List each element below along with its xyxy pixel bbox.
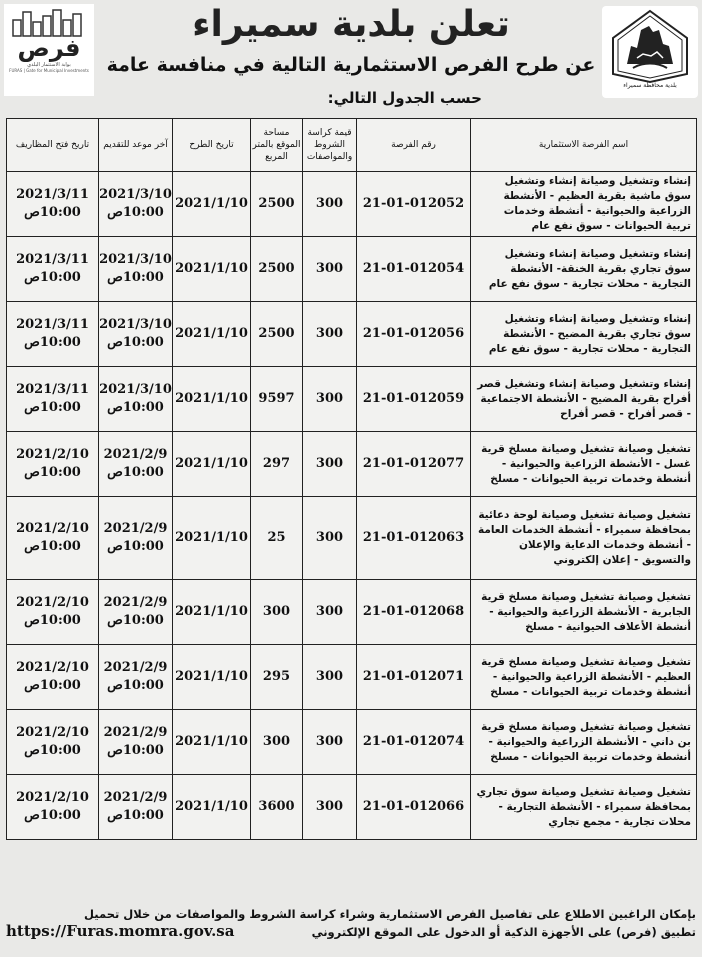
table-row: [7, 775, 697, 840]
booklet-fee: 300: [303, 237, 357, 302]
table-row: [7, 710, 697, 775]
opening-time: 10:00ص: [24, 743, 81, 758]
site-area: 2500: [251, 237, 303, 302]
opportunity-name: تشغيل وصيانة تشغيل وصيانة مسلخ قرية غسل - الأنشطة الزراعية والحيوانية - أنشطة وخدمات تربية الحيوانات - مسلخ: [471, 432, 697, 497]
col-header-name: اسم الفرصة الاستثمارية: [471, 119, 697, 172]
deadline-time: 10:00ص: [107, 613, 164, 628]
deadline-cell: [99, 237, 173, 302]
opening-date: 2021/2/10: [16, 790, 89, 805]
table-row: [7, 172, 697, 237]
opportunity-name: إنشاء وتشغيل وصيانة إنشاء وتشغيل سوق ماشية بقرية العظيم - الأنشطة الزراعية والحيوانية - أنشطة وخدمات تربية الحيوانات - سوق نفع عام: [471, 172, 697, 237]
footer-line-1: بإمكان الراغبين الاطلاع على تفاصيل الفرص الاستثمارية وشراء كراسة الشروط والمواصفات من خلال تحميل: [84, 907, 696, 921]
opportunity-name: تشغيل وصيانة تشغيل وصيانة مسلخ قرية الجابرية - الأنشطة الزراعية والحيوانية - أنشطة الأعلاف الحيوانية - مسلخ: [471, 580, 697, 645]
deadline-cell: [99, 172, 173, 237]
furas-website-link[interactable]: https://Furas.momra.gov.sa: [6, 922, 235, 940]
site-area: 300: [251, 710, 303, 775]
booklet-fee: 300: [303, 775, 357, 840]
opportunity-number: 21-01-012068: [357, 580, 471, 645]
deadline-cell: [99, 775, 173, 840]
opportunity-number: 21-01-012063: [357, 497, 471, 580]
deadline-date: 2021/3/10: [99, 252, 172, 267]
offer-date: 2021/1/10: [173, 172, 251, 237]
site-area: 3600: [251, 775, 303, 840]
table-header-row: [7, 119, 697, 172]
opening-date: 2021/2/10: [16, 447, 89, 462]
opening-time: 10:00ص: [24, 539, 81, 554]
deadline-cell: [99, 497, 173, 580]
deadline-date: 2021/3/10: [99, 382, 172, 397]
site-area: 297: [251, 432, 303, 497]
col-header-opening: تاريخ فتح المظاريف: [7, 119, 99, 172]
opening-date: 2021/2/10: [16, 660, 89, 675]
deadline-cell: [99, 302, 173, 367]
municipality-logo-text: بلدية محافظة سميراء: [623, 82, 677, 89]
offer-date: 2021/1/10: [173, 580, 251, 645]
opening-cell: [7, 302, 99, 367]
opportunity-number: 21-01-012052: [357, 172, 471, 237]
opportunity-name: تشغيل وصيانة تشغيل وصيانة لوحة دعائية بمحافظة سميراء - أنشطة الخدمات العامة - أنشطة وخدمات الدعاية والإعلان والتسويق - إعلان إلكتروني: [471, 497, 697, 580]
opportunity-number: 21-01-012059: [357, 367, 471, 432]
offer-date: 2021/1/10: [173, 302, 251, 367]
opening-time: 10:00ص: [24, 678, 81, 693]
deadline-cell: [99, 645, 173, 710]
col-header-offer-date: تاريخ الطرح: [173, 119, 251, 172]
footer-line-2-wrap: [6, 923, 696, 941]
opening-cell: [7, 775, 99, 840]
deadline-date: 2021/2/9: [103, 660, 168, 675]
offer-date: 2021/1/10: [173, 367, 251, 432]
opening-time: 10:00ص: [24, 205, 81, 220]
opening-cell: [7, 645, 99, 710]
footer-line-2: تطبيق (فرص) على الأجهزة الذكية أو الدخول على الموقع الإلكتروني: [311, 925, 696, 939]
deadline-date: 2021/2/9: [103, 790, 168, 805]
furas-brand-subtitle: بوابة الاستثمار البلدي: [27, 62, 71, 68]
deadline-date: 2021/2/9: [103, 595, 168, 610]
opening-date: 2021/2/10: [16, 521, 89, 536]
opportunity-number: 21-01-012071: [357, 645, 471, 710]
booklet-fee: 300: [303, 645, 357, 710]
page-title: تعلن بلدية سميراء: [192, 4, 510, 45]
offer-date: 2021/1/10: [173, 775, 251, 840]
booklet-fee: 300: [303, 367, 357, 432]
opening-cell: [7, 367, 99, 432]
site-area: 295: [251, 645, 303, 710]
site-area: 300: [251, 580, 303, 645]
table-row: [7, 497, 697, 580]
deadline-time: 10:00ص: [107, 743, 164, 758]
opening-cell: [7, 710, 99, 775]
deadline-time: 10:00ص: [107, 335, 164, 350]
opening-date: 2021/3/11: [16, 382, 89, 397]
table-row: [7, 432, 697, 497]
opening-cell: [7, 237, 99, 302]
header: [0, 0, 702, 120]
opportunity-name: إنشاء وتشغيل وصيانة إنشاء وتشغيل قصر أفراح بقرية المضيح - الأنشطة الاجتماعية - قصر أفراح - قصر أفراح: [471, 367, 697, 432]
opening-cell: [7, 497, 99, 580]
municipality-logo: [602, 6, 698, 98]
booklet-fee: 300: [303, 172, 357, 237]
offer-date: 2021/1/10: [173, 710, 251, 775]
table-row: [7, 237, 697, 302]
offer-date: 2021/1/10: [173, 237, 251, 302]
offer-date: 2021/1/10: [173, 497, 251, 580]
opportunity-number: 21-01-012054: [357, 237, 471, 302]
deadline-time: 10:00ص: [107, 808, 164, 823]
site-area: 25: [251, 497, 303, 580]
furas-brand-english: FURAS | Gate for Municipal Investments: [9, 68, 89, 73]
furas-logo: [4, 4, 94, 96]
opportunity-number: 21-01-012066: [357, 775, 471, 840]
table-row: [7, 645, 697, 710]
deadline-time: 10:00ص: [107, 400, 164, 415]
col-header-area: مساحة الموقع بالمتر المربع: [251, 119, 303, 172]
deadline-cell: [99, 367, 173, 432]
opportunity-name: تشغيل وصيانة تشغيل وصيانة سوق تجاري بمحافظة سميراء - الأنشطة التجارية - محلات تجارية - مجمع تجاري: [471, 775, 697, 840]
col-header-fee: قيمة كراسة الشروط والمواصفات: [303, 119, 357, 172]
opening-time: 10:00ص: [24, 465, 81, 480]
opening-date: 2021/3/11: [16, 187, 89, 202]
opportunity-name: تشغيل وصيانة تشغيل وصيانة مسلخ قرية العظيم - الأنشطة الزراعية والحيوانية - أنشطة وخدمات تربية الحيوانات - مسلخ: [471, 645, 697, 710]
deadline-date: 2021/3/10: [99, 317, 172, 332]
furas-brand: فرص: [17, 34, 81, 62]
offer-date: 2021/1/10: [173, 645, 251, 710]
opportunity-number: 21-01-012074: [357, 710, 471, 775]
opening-time: 10:00ص: [24, 400, 81, 415]
booklet-fee: 300: [303, 710, 357, 775]
schedule-label: حسب الجدول التالي:: [327, 89, 482, 107]
site-area: 9597: [251, 367, 303, 432]
deadline-date: 2021/3/10: [99, 187, 172, 202]
opening-time: 10:00ص: [24, 335, 81, 350]
table-row: [7, 580, 697, 645]
opening-date: 2021/2/10: [16, 725, 89, 740]
opening-cell: [7, 172, 99, 237]
offer-date: 2021/1/10: [173, 432, 251, 497]
booklet-fee: 300: [303, 302, 357, 367]
opening-time: 10:00ص: [24, 613, 81, 628]
deadline-date: 2021/2/9: [103, 521, 168, 536]
opening-time: 10:00ص: [24, 270, 81, 285]
page-subtitle: عن طرح الفرص الاستثمارية التالية في منافسة عامة: [106, 54, 596, 76]
deadline-date: 2021/2/9: [103, 447, 168, 462]
opening-cell: [7, 432, 99, 497]
deadline-time: 10:00ص: [107, 678, 164, 693]
opening-date: 2021/3/11: [16, 317, 89, 332]
deadline-cell: [99, 432, 173, 497]
booklet-fee: 300: [303, 497, 357, 580]
site-area: 2500: [251, 172, 303, 237]
table-row: [7, 367, 697, 432]
deadline-time: 10:00ص: [107, 205, 164, 220]
col-header-deadline: آخر موعد للتقديم: [99, 119, 173, 172]
table-row: [7, 302, 697, 367]
deadline-date: 2021/2/9: [103, 725, 168, 740]
opening-time: 10:00ص: [24, 808, 81, 823]
booklet-fee: 300: [303, 432, 357, 497]
opportunities-table: [6, 118, 697, 840]
footer: [6, 906, 696, 941]
opportunity-number: 21-01-012077: [357, 432, 471, 497]
opportunity-name: إنشاء وتشغيل وصيانة إنشاء وتشغيل سوق تجاري بقرية الخنقة- الأنشطة التجارية - محلات تجارية - سوق نفع عام: [471, 237, 697, 302]
booklet-fee: 300: [303, 580, 357, 645]
opening-cell: [7, 580, 99, 645]
opening-date: 2021/2/10: [16, 595, 89, 610]
opening-date: 2021/3/11: [16, 252, 89, 267]
deadline-time: 10:00ص: [107, 270, 164, 285]
deadline-cell: [99, 710, 173, 775]
deadline-cell: [99, 580, 173, 645]
deadline-time: 10:00ص: [107, 465, 164, 480]
opportunity-number: 21-01-012056: [357, 302, 471, 367]
opportunity-name: إنشاء وتشغيل وصيانة إنشاء وتشغيل سوق تجاري بقرية المضيح - الأنشطة التجارية - محلات تجارية - سوق نفع عام: [471, 302, 697, 367]
col-header-number: رقم الفرصة: [357, 119, 471, 172]
municipality-seal-icon: [607, 8, 693, 84]
deadline-time: 10:00ص: [107, 539, 164, 554]
site-area: 2500: [251, 302, 303, 367]
opportunity-name: تشغيل وصيانة تشغيل وصيانة مسلخ قرية بن داني - الأنشطة الزراعية والحيوانية - أنشطة وخدمات تربية الحيوانات - مسلخ: [471, 710, 697, 775]
